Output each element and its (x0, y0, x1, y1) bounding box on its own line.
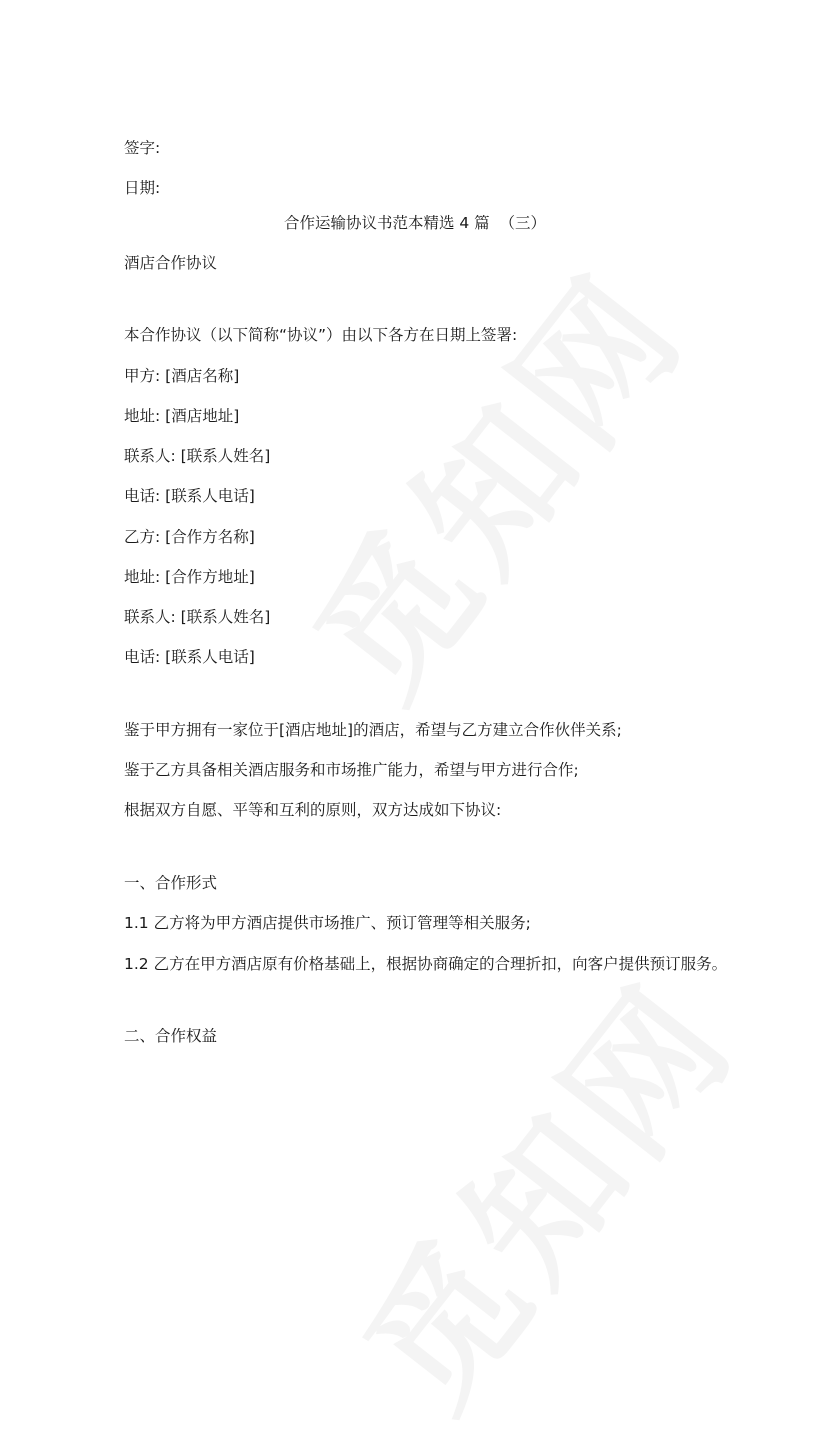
section-1-item-2: 1.2 乙方在甲方酒店原有价格基础上，根据协商确定的合理折扣，向客户提供预订服务。 (124, 955, 728, 973)
intro-paragraph: 本合作协议（以下简称“协议”）由以下各方在日期上签署: (124, 326, 518, 344)
watermark (257, 222, 723, 733)
section-1-item-1: 1.1 乙方将为甲方酒店提供市场推广、预订管理等相关服务; (124, 914, 531, 932)
party-b-name: 乙方: [合作方名称] (124, 528, 255, 546)
recital-3: 根据双方自愿、平等和互利的原则，双方达成如下协议: (124, 801, 502, 819)
section-1-heading: 一、合作形式 (124, 874, 218, 892)
date-line: 日期: (124, 179, 161, 197)
document-title: 合作运输协议书范本精选 4 篇 （三） (283, 214, 547, 232)
watermark (307, 932, 773, 1443)
party-b-address: 地址: [合作方地址] (124, 568, 255, 586)
party-a-address: 地址: [酒店地址] (124, 407, 240, 425)
party-a-phone: 电话: [联系人电话] (124, 487, 255, 505)
agreement-name: 酒店合作协议 (124, 254, 218, 272)
recital-1: 鉴于甲方拥有一家位于[酒店地址]的酒店，希望与乙方建立合作伙伴关系; (124, 721, 622, 739)
party-b-contact: 联系人: [联系人姓名] (124, 608, 271, 626)
recital-2: 鉴于乙方具备相关酒店服务和市场推广能力，希望与甲方进行合作; (124, 761, 579, 779)
party-b-phone: 电话: [联系人电话] (124, 648, 255, 666)
signature-line: 签字: (124, 139, 161, 157)
section-2-heading: 二、合作权益 (124, 1027, 218, 1045)
party-a-contact: 联系人: [联系人姓名] (124, 447, 271, 465)
party-a-name: 甲方: [酒店名称] (124, 367, 240, 385)
